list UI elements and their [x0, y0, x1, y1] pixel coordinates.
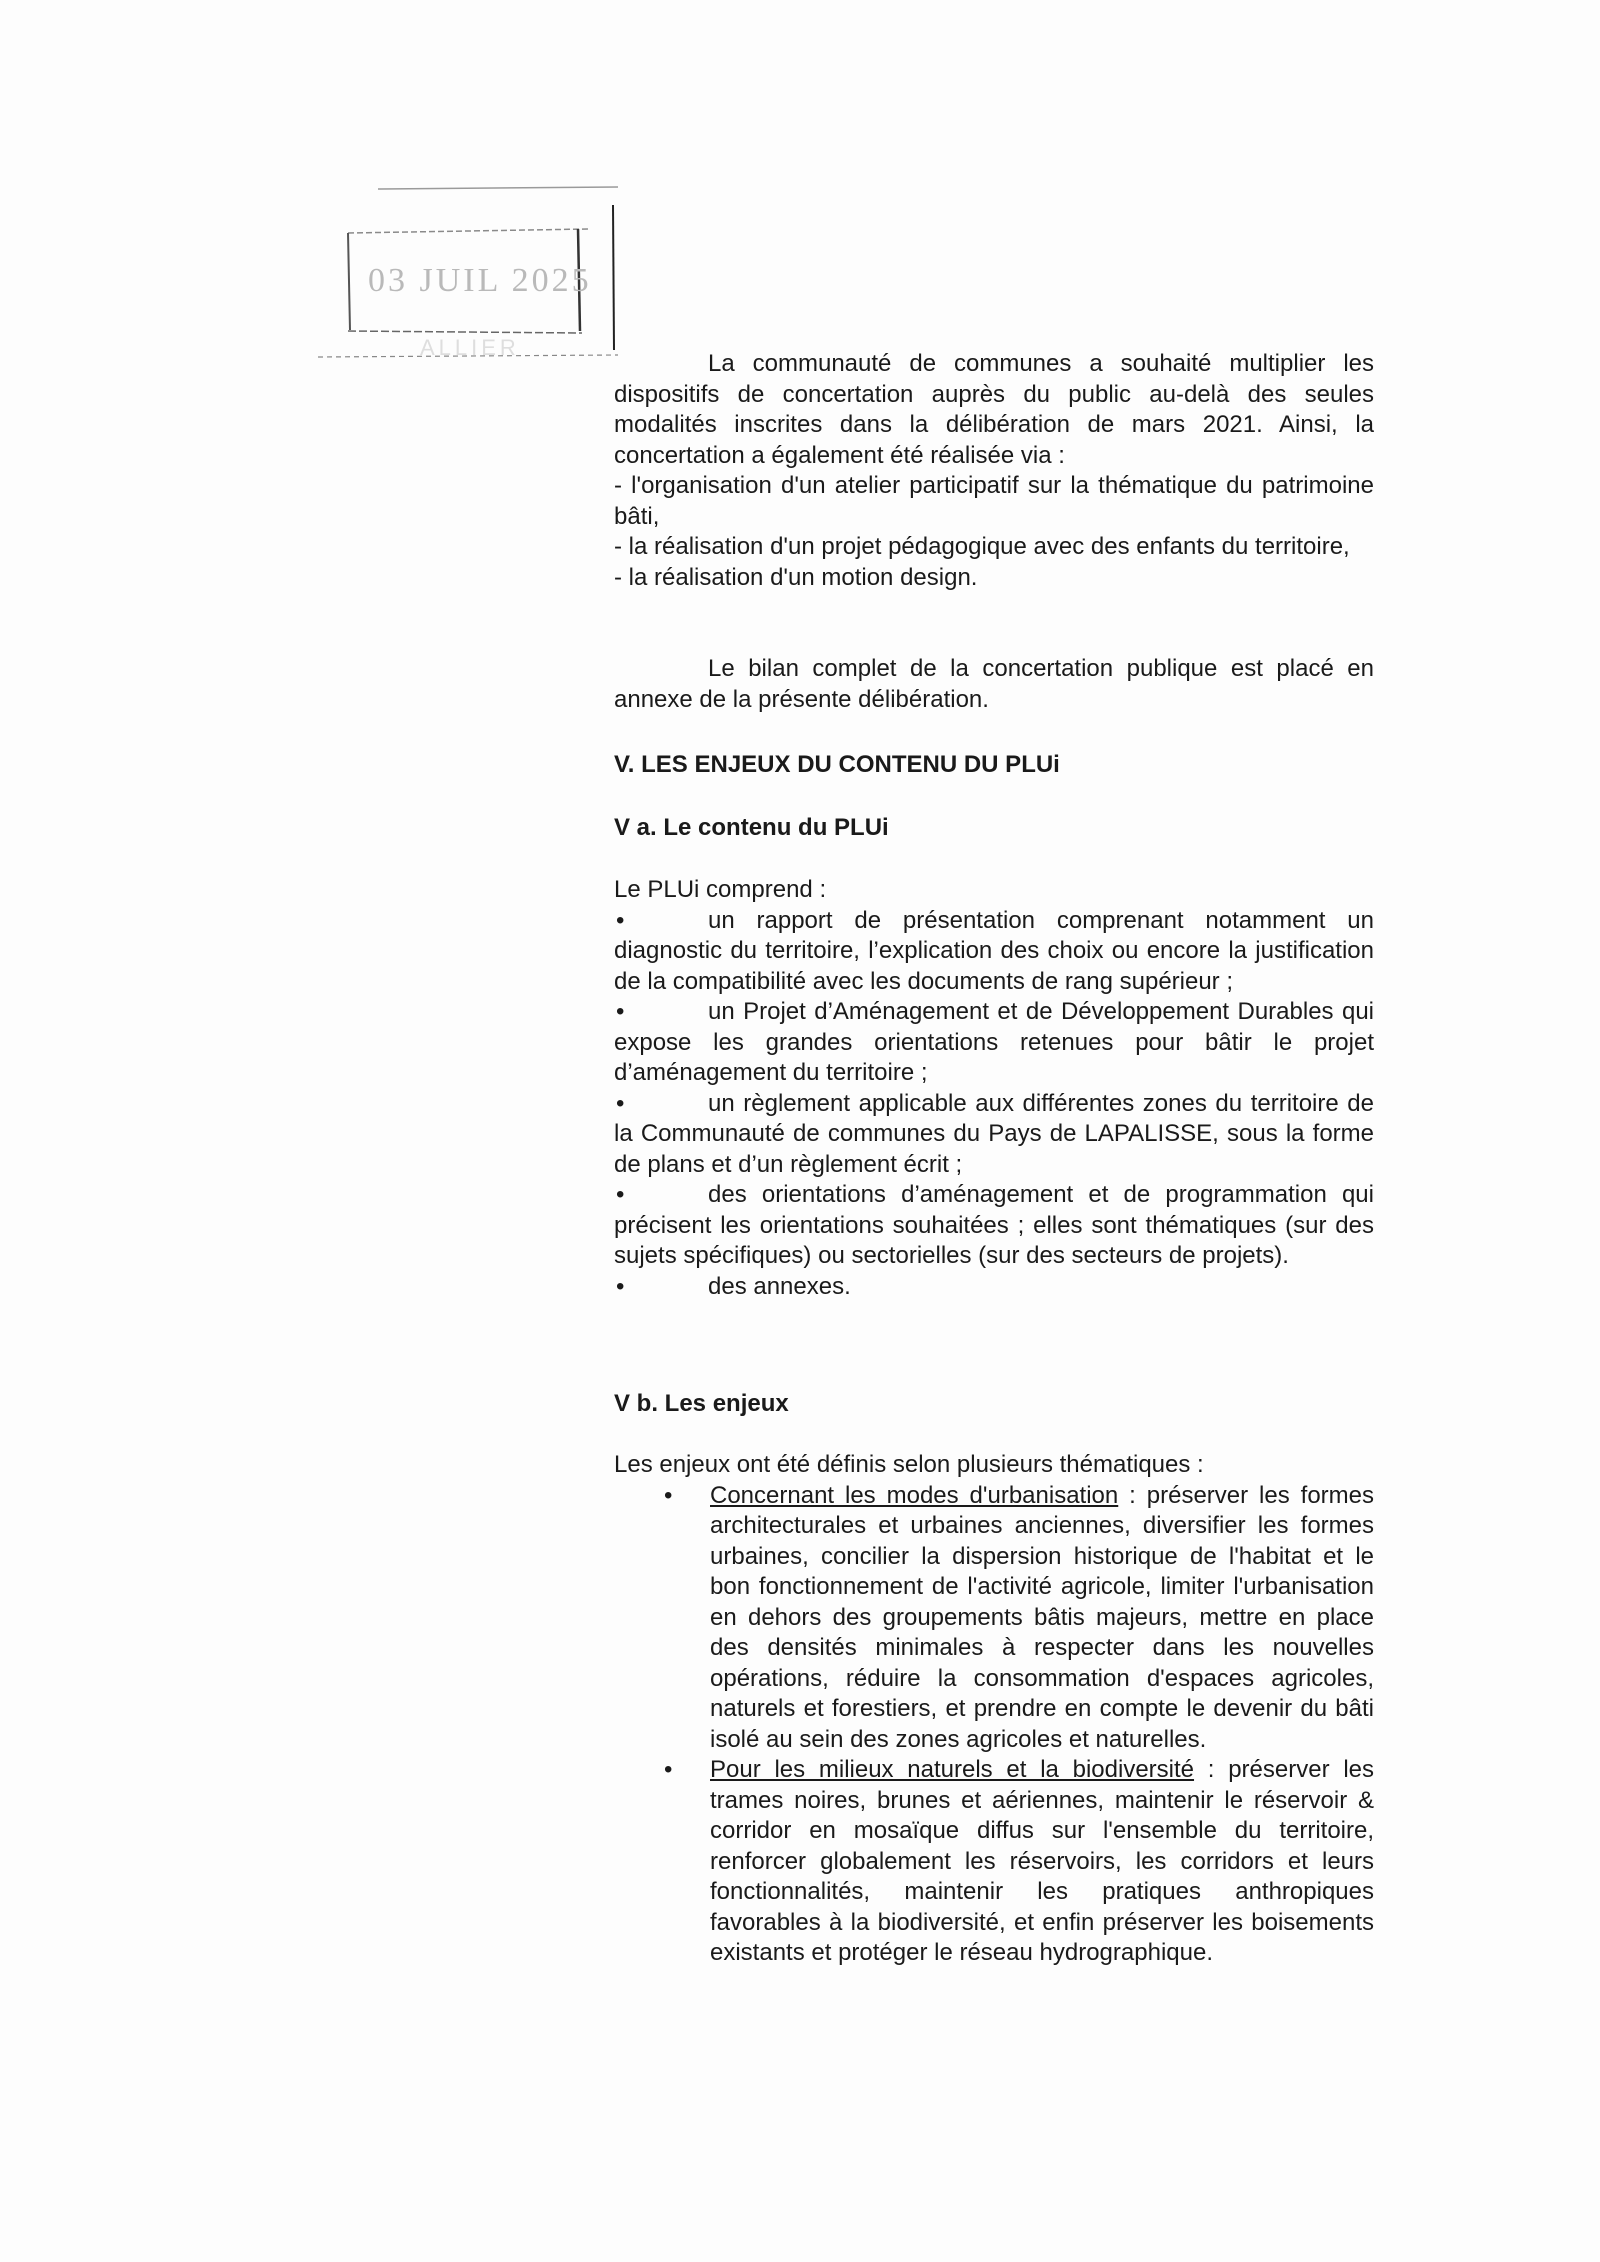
- list-item-text: des annexes.: [708, 1272, 851, 1300]
- section-vb-body: [614, 1450, 1374, 1969]
- bullet-icon: •: [616, 998, 625, 1025]
- intro-list-item: - la réalisation d'un motion design.: [614, 563, 978, 591]
- stamp-city: ALLIER: [420, 335, 520, 360]
- list-item-text: des orientations d’aménagement et de programmation qui précisent les orientations souhaitées ; elles sont thématiques (sur des sujets spécifiques) ou sectorielles (sur des secteurs de projets).: [614, 1181, 1374, 1269]
- bilan-block: [614, 654, 1374, 715]
- intro-list-item: - l'organisation d'un atelier participatif sur la thématique du patrimoine bâti,: [614, 472, 1374, 530]
- list-item-label: Pour les milieux naturels et la biodiversité: [710, 1756, 1195, 1783]
- list-item: [614, 1089, 1374, 1181]
- section-va-title: V a. Le contenu du PLUi: [614, 814, 889, 841]
- list-item: [614, 1755, 1374, 1969]
- list-item-text: un Projet d’Aménagement et de Développement Durables qui expose les grandes orientations retenues pour bâtir le projet d’aménagement du territoire ;: [614, 998, 1374, 1086]
- list-item-separator: :: [1194, 1756, 1229, 1783]
- intro-block: [614, 349, 1374, 593]
- section-vb-title: V b. Les enjeux: [614, 1390, 789, 1417]
- list-item: [614, 906, 1374, 998]
- list-item-text: préserver les formes architecturales et urbaines anciennes, diversifier les formes urbaines, concilier la dispersion historique de l'habitat et le bon fonctionnement de l'activité agricole, limiter l'urbanisation en dehors des groupements bâtis majeurs, mettre en place des densités minimales à respecter dans les nouvelles opérations, réduire la consommation d'espaces agricoles, naturels et forestiers, et prendre en compte le devenir du bâti isolé au sein des zones agricoles et naturelles.: [710, 1481, 1375, 1753]
- list-item: [614, 1272, 1374, 1303]
- bullet-icon: •: [616, 1272, 625, 1300]
- intro-list-item: - la réalisation d'un projet pédagogique avec des enfants du territoire,: [614, 533, 1350, 560]
- list-item: [614, 1481, 1374, 1756]
- stamp-date: 03 JUIL 2025: [368, 262, 592, 299]
- list-item-separator: :: [1118, 1481, 1147, 1509]
- bullet-icon: •: [616, 906, 625, 934]
- bullet-icon: •: [664, 1481, 673, 1509]
- list-item: [614, 997, 1374, 1089]
- list-item-text: préserver les trames noires, brunes et aériennes, maintenir le réservoir & corridor en mosaïque diffus sur l'ensemble du territoire, renforcer globalement les réservoirs, les corridors et leurs fonctionnalités, maintenir les pratiques anthropiques favorables à la biodiversité, et enfin préserver les boisements existants et protéger le réseau hydrographique.: [710, 1756, 1374, 1966]
- list-item-text: un rapport de présentation comprenant notamment un diagnostic du territoire, l’explication des choix ou encore la justification de la compatibilité avec les documents de rang supérieur ;: [614, 906, 1374, 995]
- list-item: [614, 1180, 1374, 1272]
- section-va-body: [614, 875, 1374, 1302]
- bullet-icon: •: [616, 1181, 625, 1208]
- bullet-icon: •: [664, 1756, 673, 1783]
- section-v-title: V. LES ENJEUX DU CONTENU DU PLUi: [614, 751, 1060, 778]
- bullet-icon: •: [616, 1089, 625, 1117]
- list-item-label: Concernant les modes d'urbanisation: [710, 1481, 1119, 1509]
- intro-paragraph: La communauté de communes a souhaité multiplier les dispositifs de concertation auprès du public au-delà des seules modalités inscrites dans la délibération de mars 2021. Ainsi, la concertation a également été réalisée via :: [614, 350, 1374, 469]
- section-vb-lead: Les enjeux ont été définis selon plusieurs thématiques :: [614, 1451, 1204, 1478]
- section-va-lead: Le PLUi comprend :: [614, 876, 827, 903]
- bilan-paragraph: Le bilan complet de la concertation publique est placé en annexe de la présente délibération.: [614, 655, 1374, 713]
- list-item-text: un règlement applicable aux différentes zones du territoire de la Communauté de communes du Pays de LAPALISSE, sous la forme de plans et d’un règlement écrit ;: [614, 1089, 1374, 1178]
